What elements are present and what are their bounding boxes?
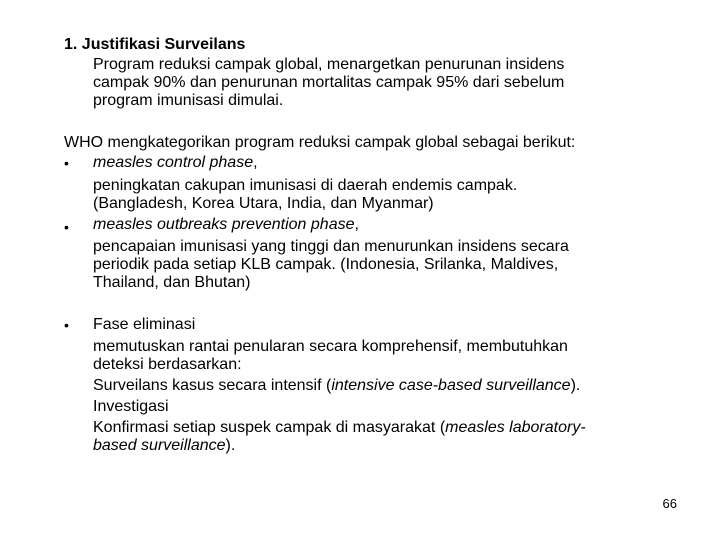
phase2-line: pencapaian imunisasi yang tinggi dan menurunkan insidens secara [93,238,569,255]
phase1-line: (Bangladesh, Korea Utara, India, dan Myanmar) [93,195,434,212]
konf-italic2: based surveillance [93,437,226,454]
phase3-line: deteksi berdasarkan: [93,356,242,373]
phase2-title-suffix: , [354,216,359,233]
konf-prefix: Konfirmasi setiap suspek campak di masyarakat ( [93,419,446,436]
surv-suffix: ). [570,377,581,394]
surv-italic: intensive case-based surveillance [331,377,571,394]
phase1-title-suffix: , [253,154,258,171]
who-intro: WHO mengkategorikan program reduksi campak global sebagai berikut: [64,134,576,151]
section-text-line: campak 90% dan penurunan mortalitas campak 95% dari sebelum [93,74,565,91]
phase3-konfirmasi-line2 [93,437,235,455]
phase1-line: peningkatan cakupan imunisasi di daerah endemis campak. [93,177,518,194]
section-heading: 1. Justifikasi Surveilans [64,36,246,53]
phase3-surveillance-line [93,377,580,395]
bullet-icon: • [64,317,69,333]
phase3-konfirmasi-line [93,419,586,437]
section-text-line: program imunisasi dimulai. [93,92,284,109]
bullet-icon: • [64,155,69,171]
phase1-title-text: measles control phase [93,154,254,171]
konf-italic1: measles laboratory- [445,419,586,436]
surv-prefix: Surveilans kasus secara intensif ( [93,377,332,394]
section-text-line: Program reduksi campak global, menargetkan penurunan insidens [93,56,565,73]
phase2-line: Thailand, dan Bhutan) [93,274,251,291]
bullet-icon: • [64,219,69,235]
phase1-title [93,154,258,172]
phase2-title-text: measles outbreaks prevention phase [93,216,355,233]
phase3-line: memutuskan rantai penularan secara komprehensif, membutuhkan [93,338,568,355]
phase3-title: Fase eliminasi [93,316,196,333]
phase3-investigasi: Investigasi [93,398,169,415]
phase2-title [93,216,359,234]
konf-suffix: ). [225,437,236,454]
phase2-line: periodik pada setiap KLB campak. (Indonesia, Srilanka, Maldives, [93,256,559,273]
page-number: 66 [662,496,677,511]
